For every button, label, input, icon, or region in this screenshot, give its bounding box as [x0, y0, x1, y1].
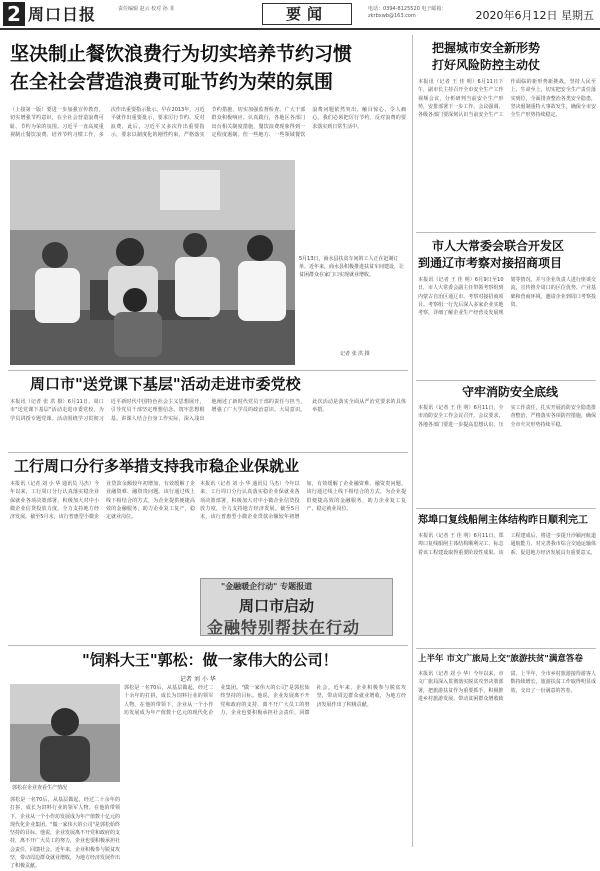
s5-headline: 上半年 市文广旅局上交"旅游扶贫"满意答卷: [418, 654, 583, 664]
ad-line-1: "金融暖企行动" 专题报道: [221, 582, 313, 591]
divider: [8, 645, 408, 646]
lead-photo-credit: 记者 张 洪 摄: [340, 351, 370, 357]
ad-line-3: 金融特别帮扶在行动: [207, 618, 361, 637]
editor-line: 责任编辑 赵云 校对 孙 菲: [118, 6, 175, 12]
s5-body: 本报讯（记者 刘 小 华）今年以来，市文广旅局深入贯彻落实脱贫攻坚决策部署，把旅游扶贫作为重要抓手，积极推进乡村旅游发展，带动贫困群众增收致富。上半年，全市乡村旅游接待游客人数持续增长，旅游扶贫工作取得明显成效，交出了一份满意的答卷。: [418, 671, 596, 702]
divider: [416, 380, 596, 381]
feature-headline: "饲料大王"郭松：做一家伟大的公司！: [82, 651, 338, 669]
lead-body: （上接第一版）要进一步加强宣传教育，切实增强节约意识，在全社会营造浪费可耻、节约为荣的氛围。习近平一直高度重视制止餐饮浪费、培养节约习惯工作，多次作出重要指示批示。早在2013年，习近平就作出重要批示，要求厉行节约、反对浪费，此后，习近平又多次作出重要指示，要求以制度化的刚性约束，严格落实节约措施，切实加强监督检查。广大干部群众积极响应、认真践行，各地区各部门出台相关制度措施，餐饮浪费现象得到一定程度遏制。但一些地方、一些领域餐饮浪费问题依然突出，触目惊心、令人痛心。我们必须把厉行节约、反对浪费的要求落实到日常生活中。: [10, 107, 406, 138]
s3-headline: 守牢消防安全底线: [462, 385, 559, 399]
issue-date: 2020年6月12日 星期五: [475, 9, 594, 22]
divider: [416, 232, 596, 233]
s2-headline-2: 到通辽市考察对接招商项目: [418, 256, 563, 270]
feature-byline: 记者 刘 小 华: [180, 676, 216, 683]
school-headline: 周口市"送党课下基层"活动走进市委党校: [30, 375, 301, 393]
feature-photo: [10, 684, 120, 782]
divider: [8, 370, 408, 371]
s1-headline-1: 把握城市安全新形势: [432, 41, 541, 55]
s2-body: 本报讯（记者 王 佳 明）6月9日至10日，市人大常委会副主任带领考察组到内蒙古自治区通辽市，考察对接招商项目。考察组一行先后深入多家企业实地考察，详细了解企业生产经营及发展规划等情况，并与企业负责人进行座谈交流，宣传推介周口的区位优势、产业基础和营商环境，邀请企业到周口考察投资。: [418, 277, 596, 317]
bank-body: 本报讯（记者 刘 小 华 通讯员 马杰）今年以来，工行周口分行认真落实稳企业保就业各项决策部署，积极加大对中小微企业信贷投放力度，全力支持地方经济发展。截至5月末，该行普惠型小微企业贷款余额较年初增加，有效缓解了企业融资难、融资贵问题。该行通过线上线下相结合的方式，为企业提供便捷高效的金融服务，助力企业复工复产，稳定就业岗位。: [10, 481, 195, 521]
ad-line-2: 周口市启动: [239, 597, 315, 615]
s1-body: 本报讯（记者 王 佳 明）6月11日下午，副市长主持召开全市安全生产工作视频会议，分析研判当前安全生产形势，安排部署下一步工作。会议强调，各级各部门要深刻认识当前安全生产工作面临的新形势新挑战，坚持人民至上、生命至上，切实把安全生产责任落实到位，全面排查整治各类安全隐患，坚决遏制重特大事故发生，确保全市安全生产形势持续稳定。: [418, 79, 596, 119]
workshop-photo: [10, 160, 295, 365]
school-body: 本报讯（记者 张 洪 摄）6月11日，周口市"送党课下基层"活动走进市委党校，为学员讲授专题党课。活动围绕学习贯彻习近平新时代中国特色社会主义思想展开，引导党员干部坚定理想信念，筑牢思想根基。讲课人结合自身工作实际，深入浅出地阐述了新时代党员干部的责任与担当，增强了广大学员的政治意识、大局意识。此次活动是落实全面从严治党要求的具体举措。: [10, 399, 406, 422]
bank-headline: 工行周口分行多举措支持我市稳企业保就业: [14, 457, 300, 475]
s2-headline-1: 市人大常委会联合开发区: [432, 239, 565, 253]
s3-body: 本报讯（记者 王 佳 明）6月11日，全市消防安全工作会议召开。会议要求，各地各部门要进一步提高思想认识，压实工作责任，扎实开展消防安全隐患排查整治，严格落实各项防控措施，确保全市火灾形势持续平稳。: [418, 405, 596, 428]
contact-line: 电话：0394-8125520 电子邮箱：zkrbxwb@163.com: [368, 6, 447, 19]
finance-ad-banner: [200, 578, 393, 636]
feature-body: 郭松是一名70后，从基层做起，经过二十余年的打拼，成长为饲料行业的领军人物。在他的带领下，企业从一个小作坊发展成为年产值数十亿元的现代化企业集团。"做一家伟大的公司"是郭松始终坚持的目标。他说，企业发展离不开党和政府的支持，离不开广大员工的努力，企业也要积极承担社会责任，回馈社会。近年来，企业积极参与脱贫攻坚，带动周边群众就业增收，为地方经济发展作出了积极贡献。: [124, 685, 406, 716]
s4-headline: 郑埠口复线船闸主体结构昨日顺利完工: [418, 515, 588, 526]
paper-name: 周口日报: [28, 5, 97, 24]
bank-body-cont: 本报讯（记者 刘 小 华 通讯员 马杰）今年以来，工行周口分行认真落实稳企业保就业各项决策部署，积极加大对中小微企业信贷投放力度，全力支持地方经济发展。截至5月末，该行普惠型小微企业贷款余额较年初增加，有效缓解了企业融资难、融资贵问题。该行通过线上线下相结合的方式，为企业提供便捷高效的金融服务，助力企业复工复产，稳定就业岗位。: [200, 481, 406, 521]
s4-body: 本报讯（记者 王 佳 明）6月11日，郑埠口复线船闸主体结构顺利完工，标志着该工程建设取得重要阶段性成果。该工程建成后，将进一步提升沙颍河航道通航能力，对完善我市综合交通运输体系、促进地方经济发展具有重要意义。: [418, 533, 596, 556]
lead-photo-caption: 5月13日，商水县扶贫车间的工人正在赶制订单。近年来，商水县积极推进扶贫车间建设，让贫困群众在家门口实现就业增收。: [299, 256, 405, 278]
lead-photo: [10, 160, 295, 365]
feature-body-lead: 郭松是一名70后，从基层做起，经过二十余年的打拼，成长为饲料行业的领军人物。在他的带领下，企业从一个小作坊发展成为年产值数十亿元的现代化企业集团。"做一家伟大的公司"是郭松始终坚持的目标。他说，企业发展离不开党和政府的支持，离不开广大员工的努力，企业也要积极承担社会责任，回馈社会。近年来，企业积极参与脱贫攻坚，带动周边群众就业增收，为地方经济发展作出了积极贡献。: [10, 797, 121, 870]
column-divider: [412, 35, 413, 847]
divider: [8, 452, 408, 453]
masthead: [0, 0, 600, 30]
section-title: 要闻: [262, 3, 352, 25]
s1-headline-2: 打好风险防控主动仗: [432, 58, 541, 72]
portrait-photo: [10, 684, 120, 782]
feature-photo-caption: 郭松在企业查看生产情况: [12, 785, 68, 791]
divider: [416, 508, 596, 509]
lead-headline-2: 在全社会营造浪费可耻节约为荣的氛围: [10, 71, 334, 93]
lead-headline-1: 坚决制止餐饮浪费行为切实培养节约习惯: [10, 43, 353, 65]
page-number: 2: [3, 2, 25, 26]
divider: [416, 648, 596, 649]
